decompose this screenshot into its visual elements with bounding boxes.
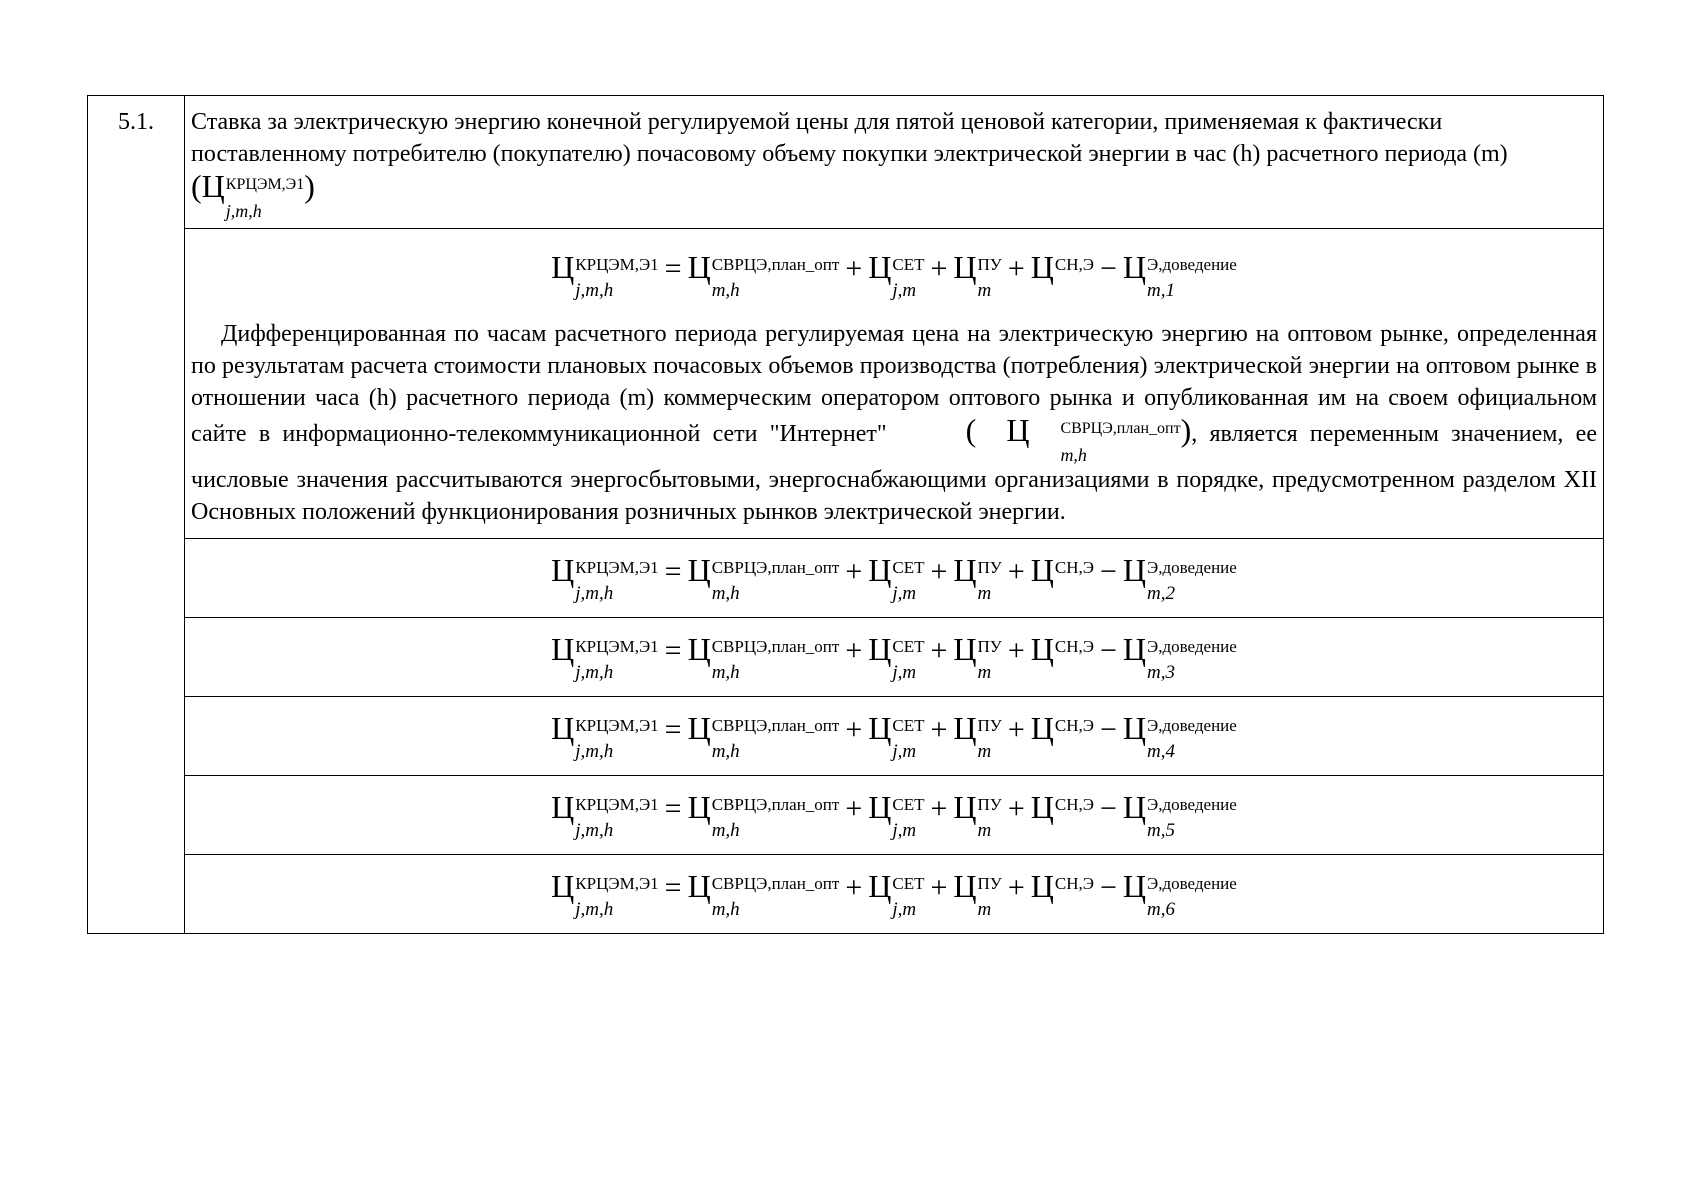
- symbol-sub: m,h: [711, 898, 740, 920]
- symbol-sub: j,m: [892, 582, 917, 604]
- formula-cell-2: [185, 539, 1604, 618]
- term-3: [953, 630, 1002, 683]
- symbol-sub: [1055, 743, 1094, 761]
- symbol-sup: ПУ: [977, 255, 1002, 274]
- term-lhs: [551, 551, 659, 604]
- formula-4: [185, 709, 1603, 762]
- symbol-sub: m,h: [711, 661, 740, 683]
- symbol-sub: m,h: [711, 280, 740, 301]
- term-lhs: [551, 251, 659, 300]
- term-1: [688, 251, 840, 300]
- symbol-base: Ц: [1030, 788, 1054, 825]
- formula-1: [185, 229, 1603, 300]
- symbol-sup: Э,доведение: [1147, 715, 1237, 735]
- symbol-sup: ПУ: [977, 715, 1002, 735]
- close-paren: ): [1180, 412, 1192, 448]
- term-5: [1122, 551, 1237, 604]
- symbol-sub: m,5: [1147, 819, 1175, 841]
- symbol-sub: [1055, 585, 1094, 603]
- term-3: [953, 251, 1001, 300]
- symbol-sub: [1055, 901, 1094, 919]
- table-row-title: [88, 96, 1604, 229]
- open-paren: (: [191, 168, 202, 204]
- symbol-sub: m: [977, 280, 992, 301]
- symbol-sup: КРЦЭМ,Э1: [575, 557, 659, 577]
- term-5: [1122, 709, 1237, 762]
- symbol-base: Ц: [551, 249, 575, 285]
- symbol-base: Ц: [868, 249, 892, 285]
- symbol-sub: m: [977, 582, 992, 604]
- formula-5: [185, 788, 1603, 841]
- symbol-base: Ц: [953, 867, 977, 904]
- operator: −: [1099, 252, 1117, 285]
- open-paren: (: [965, 412, 977, 448]
- operator: +: [845, 870, 863, 904]
- operator: +: [930, 554, 948, 588]
- term-lhs: [551, 788, 659, 841]
- operator: −: [1099, 712, 1117, 746]
- term-2: [868, 867, 925, 920]
- symbol-base: Ц: [687, 867, 711, 904]
- term-2: [868, 709, 925, 762]
- operator: +: [845, 712, 863, 746]
- term-2: [868, 788, 925, 841]
- term-5: [1123, 251, 1237, 300]
- symbol-sub: [1055, 282, 1094, 300]
- term-3: [953, 788, 1002, 841]
- close-paren: ): [304, 168, 315, 204]
- formula-cell-6: [185, 855, 1604, 934]
- operator: −: [1099, 633, 1117, 667]
- formula-3: [185, 630, 1603, 683]
- operator: +: [930, 712, 948, 746]
- symbol-base: Ц: [687, 551, 711, 588]
- term-2: [868, 251, 924, 300]
- symbol-base: Ц: [1122, 551, 1146, 588]
- term-1: [687, 867, 840, 920]
- symbol-sup: КРЦЭМ,Э1: [575, 715, 659, 735]
- symbol-base: Ц: [953, 630, 977, 667]
- table-row-formula-1: [88, 229, 1604, 539]
- item-title: [185, 96, 1604, 229]
- symbol-sub: m: [977, 898, 992, 920]
- term-4: [1031, 251, 1094, 300]
- symbol-sup: СЕТ: [892, 557, 925, 577]
- symbol-sub: j,m,h: [225, 201, 262, 221]
- table-row-formula-5: [88, 776, 1604, 855]
- operator: =: [664, 252, 682, 285]
- term-2: [868, 551, 925, 604]
- symbol-sup: ПУ: [977, 794, 1002, 814]
- paragraph-symbol: [936, 414, 1192, 464]
- symbol-sup: СВРЦЭ,план_опт: [711, 873, 840, 893]
- symbol-sub: j,m: [892, 740, 917, 762]
- symbol-sup: СВРЦЭ,план_опт: [711, 636, 840, 656]
- symbol-base: Ц: [868, 788, 892, 825]
- symbol-sub: m,6: [1147, 898, 1175, 920]
- operator: +: [845, 791, 863, 825]
- symbol-sub: m,h: [711, 740, 740, 762]
- symbol-sub: j,m: [892, 819, 917, 841]
- symbol-sub: m,1: [1147, 280, 1175, 301]
- symbol-base: Ц: [868, 867, 892, 904]
- formula-2: [185, 551, 1603, 604]
- term-1: [687, 630, 840, 683]
- symbol-sup: СВРЦЭ,план_опт: [711, 255, 840, 274]
- operator: =: [664, 712, 682, 746]
- symbol-base: Ц: [1030, 867, 1054, 904]
- symbol-base: Ц: [687, 249, 711, 285]
- symbol-sup: Э,доведение: [1147, 255, 1237, 274]
- paragraph-part1: Дифференцированная по часам расчетного периода регулируемая цена на электрическую энергию на оптовом рынке, определенная по результатам расчета стоимости плановых почасовых объемов производства (потребления) электрической энергии на оптовом рынке в отношении часа (h) расчетного периода (m) коммерческим оператором оптового рынка и опубликованная им на своем официальном сайте в информационно-телекоммуникационной сети "Интернет": [191, 321, 1597, 447]
- term-lhs: [551, 709, 659, 762]
- symbol-base: Ц: [551, 867, 575, 904]
- term-5: [1122, 630, 1237, 683]
- term-3: [953, 867, 1002, 920]
- table-row-formula-4: [88, 697, 1604, 776]
- term-2: [868, 630, 925, 683]
- operator: +: [930, 870, 948, 904]
- term-1: [687, 709, 840, 762]
- symbol-sub: m,3: [1147, 661, 1175, 683]
- title-text: Ставка за электрическую энергию конечной регулируемой цены для пятой ценовой категории, применяемая к фактически поставленному потребителю (покупателю) почасовому объему покупки электрической энергии в час (h) расчетного периода (m): [191, 109, 1508, 167]
- symbol-sup: СН,Э: [1054, 873, 1094, 893]
- symbol-sub: m,h: [711, 582, 740, 604]
- symbol-base: Ц: [1122, 709, 1146, 746]
- symbol-base: Ц: [201, 168, 225, 204]
- title-symbol: [191, 170, 315, 220]
- symbol-sub: j,m,h: [575, 819, 614, 841]
- operator: +: [1007, 633, 1025, 667]
- term-3: [953, 551, 1002, 604]
- symbol-base: Ц: [953, 249, 977, 285]
- operator: +: [1007, 554, 1025, 588]
- formula-cell-1: [185, 229, 1604, 539]
- symbol-sup: КРЦЭМ,Э1: [575, 794, 659, 814]
- symbol-base: Ц: [687, 709, 711, 746]
- symbol-sub: [1055, 664, 1094, 682]
- symbol-sub: j,m: [892, 661, 917, 683]
- operator: =: [664, 791, 682, 825]
- symbol-sup: СЕТ: [892, 715, 925, 735]
- symbol-base: Ц: [1030, 249, 1054, 285]
- symbol-sup: Э,доведение: [1147, 557, 1237, 577]
- symbol-sup: СН,Э: [1054, 255, 1094, 274]
- symbol-sup: ПУ: [977, 873, 1002, 893]
- symbol-sup: СВРЦЭ,план_опт: [711, 794, 840, 814]
- symbol-sup: ПУ: [977, 557, 1002, 577]
- table-row-formula-3: [88, 618, 1604, 697]
- symbol-sup: КРЦЭМ,Э1: [575, 873, 659, 893]
- term-1: [687, 551, 840, 604]
- term-4: [1030, 551, 1094, 603]
- symbol-base: Ц: [868, 709, 892, 746]
- symbol-base: Ц: [687, 788, 711, 825]
- symbol-sub: j,m,h: [575, 898, 614, 920]
- symbol-base: Ц: [1122, 630, 1146, 667]
- symbol-sub: j,m,h: [575, 582, 614, 604]
- symbol-sup: КРЦЭМ,Э1: [575, 255, 659, 274]
- operator: +: [930, 252, 948, 285]
- symbol-sub: m: [977, 819, 992, 841]
- symbol-base: Ц: [953, 709, 977, 746]
- operator: +: [930, 791, 948, 825]
- symbol-sup: СЕТ: [892, 794, 925, 814]
- price-table: [87, 95, 1604, 934]
- symbol-sub: j,m,h: [575, 661, 614, 683]
- symbol-sup: СВРЦЭ,план_опт: [711, 557, 840, 577]
- symbol-sup: СВРЦЭ,план_опт: [1060, 420, 1181, 437]
- symbol-base: Ц: [1122, 788, 1146, 825]
- operator: +: [1007, 870, 1025, 904]
- operator: −: [1099, 870, 1117, 904]
- term-5: [1122, 788, 1237, 841]
- operator: +: [1007, 252, 1025, 285]
- table-row-formula-6: [88, 855, 1604, 934]
- symbol-sub: m,h: [711, 819, 740, 841]
- operator: =: [664, 633, 682, 667]
- symbol-sub: m,2: [1147, 582, 1175, 604]
- formula-cell-5: [185, 776, 1604, 855]
- term-4: [1030, 630, 1094, 682]
- symbol-sub: j,m: [892, 898, 917, 920]
- term-4: [1030, 709, 1094, 761]
- operator: +: [1007, 712, 1025, 746]
- symbol-sup: СН,Э: [1054, 636, 1094, 656]
- symbol-sub: m,4: [1147, 740, 1175, 762]
- formula-6: [185, 867, 1603, 920]
- symbol-sub: [1055, 822, 1094, 840]
- item-number: 5.1.: [88, 96, 185, 934]
- symbol-base: Ц: [953, 788, 977, 825]
- operator: +: [930, 633, 948, 667]
- symbol-base: Ц: [551, 630, 575, 667]
- operator: +: [845, 633, 863, 667]
- symbol-base: Ц: [1030, 630, 1054, 667]
- term-lhs: [551, 867, 659, 920]
- symbol-sup: ПУ: [977, 636, 1002, 656]
- term-1: [687, 788, 840, 841]
- symbol-base: Ц: [1122, 249, 1146, 285]
- operator: +: [1007, 791, 1025, 825]
- symbol-base: Ц: [1006, 412, 1030, 448]
- symbol-base: Ц: [1030, 551, 1054, 588]
- symbol-base: Ц: [868, 630, 892, 667]
- operator: =: [664, 554, 682, 588]
- operator: −: [1099, 554, 1117, 588]
- term-lhs: [551, 630, 659, 683]
- symbol-base: Ц: [687, 630, 711, 667]
- symbol-sup: СЕТ: [892, 873, 925, 893]
- symbol-sup: Э,доведение: [1147, 636, 1237, 656]
- symbol-sup: Э,доведение: [1147, 794, 1237, 814]
- formula-cell-4: [185, 697, 1604, 776]
- symbol-base: Ц: [1122, 867, 1146, 904]
- symbol-sup: Э,доведение: [1147, 873, 1237, 893]
- formula-cell-3: [185, 618, 1604, 697]
- paragraph: [191, 318, 1597, 528]
- symbol-sup: СЕТ: [892, 255, 925, 274]
- symbol-base: Ц: [953, 551, 977, 588]
- term-3: [953, 709, 1002, 762]
- operator: =: [664, 870, 682, 904]
- term-5: [1122, 867, 1237, 920]
- symbol-base: Ц: [1030, 709, 1054, 746]
- symbol-sup: СЕТ: [892, 636, 925, 656]
- symbol-sub: j,m: [892, 280, 917, 301]
- operator: +: [845, 554, 863, 588]
- operator: +: [845, 252, 863, 285]
- symbol-sup: КРЦЭМ,Э1: [225, 176, 305, 193]
- term-4: [1030, 788, 1094, 840]
- symbol-base: Ц: [551, 788, 575, 825]
- symbol-sub: j,m,h: [575, 280, 614, 301]
- operator: −: [1099, 791, 1117, 825]
- symbol-base: Ц: [551, 551, 575, 588]
- symbol-sup: СН,Э: [1054, 557, 1094, 577]
- symbol-sub: m: [977, 661, 992, 683]
- symbol-base: Ц: [868, 551, 892, 588]
- term-4: [1030, 867, 1094, 919]
- symbol-sub: m,h: [1060, 445, 1087, 465]
- symbol-sup: КРЦЭМ,Э1: [575, 636, 659, 656]
- symbol-sup: СН,Э: [1054, 794, 1094, 814]
- symbol-sup: СВРЦЭ,план_опт: [711, 715, 840, 735]
- symbol-sup: СН,Э: [1054, 715, 1094, 735]
- table-row-formula-2: [88, 539, 1604, 618]
- symbol-base: Ц: [551, 709, 575, 746]
- symbol-sub: j,m,h: [575, 740, 614, 762]
- paragraph-part2: , является переменным значением, ее числовые значения рассчитываются энергосбытовыми, энергоснабжающими организациями в порядке, предусмотренном разделом XII Основных положений функционирования розничных рынков электрической энергии.: [191, 421, 1597, 525]
- symbol-sub: m: [977, 740, 992, 762]
